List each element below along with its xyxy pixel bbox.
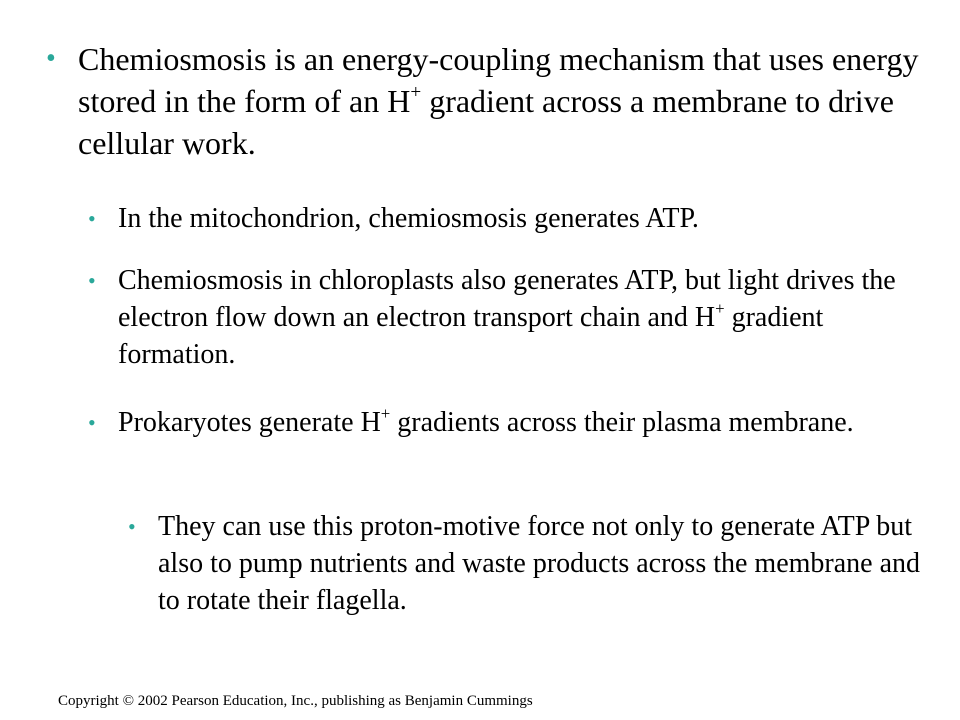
text-segment: gradient across a membrane to drive cellular work. bbox=[78, 83, 894, 161]
bullet-marker: • bbox=[128, 514, 136, 539]
bullet-marker: • bbox=[88, 410, 96, 435]
bullet-text bbox=[46, 38, 926, 164]
text-segment: Prokaryotes generate H bbox=[118, 407, 381, 438]
bullet-text: They can use this proton-motive force not only to generate ATP but also to pump nutrients and waste products across the membrane and to rotate their flagella. bbox=[158, 511, 921, 616]
superscript: + bbox=[715, 299, 725, 318]
text-segment: gradient formation. bbox=[118, 302, 824, 370]
bullet-text: In the mitochondrion, chemiosmosis generates ATP. bbox=[118, 203, 699, 234]
bullet-text bbox=[88, 404, 928, 441]
superscript: + bbox=[380, 404, 391, 423]
bullet-prokaryotes bbox=[88, 404, 928, 441]
bullet-marker: • bbox=[88, 268, 96, 293]
text-segment: Chemiosmosis is an energy-coupling mechanism that uses energy stored in the form of an H bbox=[78, 41, 919, 119]
bullet-mitochondrion bbox=[88, 200, 928, 237]
bullet-marker: • bbox=[46, 43, 56, 74]
bullet-proton-motive-force bbox=[128, 508, 928, 619]
bullet-text bbox=[88, 262, 928, 373]
bullet-chemiosmosis-definition bbox=[46, 38, 926, 164]
text-segment: gradients across their plasma membrane. bbox=[390, 407, 854, 438]
copyright-footer: Copyright © 2002 Pearson Education, Inc., publishing as Benjamin Cummings bbox=[58, 693, 533, 709]
bullet-marker: • bbox=[88, 206, 96, 231]
bullet-chloroplasts bbox=[88, 262, 928, 373]
text-segment: Chemiosmosis in chloroplasts also generates ATP, but light drives the electron flow down an electron transport chain and H bbox=[118, 265, 896, 333]
superscript: + bbox=[410, 82, 422, 104]
